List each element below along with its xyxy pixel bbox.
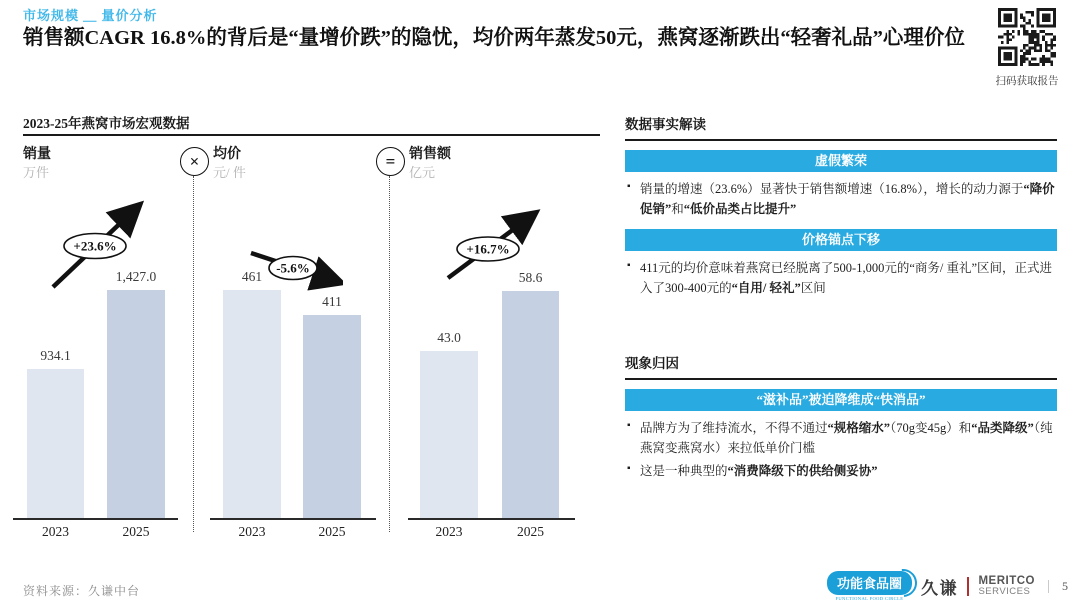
- bar-2023: [223, 290, 281, 518]
- qr-block: [992, 8, 1062, 88]
- metric-unit-volume: 万件: [23, 165, 50, 180]
- banner-false-prosperity: 虚假繁荣: [625, 150, 1057, 172]
- bar-2023: [420, 351, 478, 518]
- change-badge-price: -5.6%: [276, 260, 310, 276]
- bullet-text-bold: “自用/ 轻礼”: [731, 280, 801, 295]
- footer-logos: [827, 571, 1068, 601]
- panel-attribution: [625, 352, 1057, 483]
- bullet-text: 品牌方为了维持流水，不得不通过: [640, 421, 828, 435]
- bar-value-label: 934.1: [40, 348, 71, 363]
- bullet-text: 这是一种典型的: [640, 463, 728, 478]
- qr-code: [998, 8, 1056, 66]
- data-source: 资料来源：久谦中台: [23, 584, 141, 598]
- logo-meritco-line2: SERVICES: [978, 586, 1031, 598]
- bullet-item: [640, 258, 1057, 299]
- bar-value-label: 58.6: [518, 270, 543, 285]
- bullet-text: 区间: [800, 280, 826, 295]
- chart-section-rule: [23, 134, 600, 136]
- x-tick-2025: 2025: [318, 524, 346, 539]
- logo-badge-subtext: FUNCTIONAL FOOD CIRCLE: [835, 596, 904, 601]
- bar-value-label: 411: [322, 294, 342, 309]
- metric-unit-price: 元/ 件: [213, 165, 246, 180]
- bar-2025: [502, 291, 559, 518]
- bar-value-label: 461: [241, 269, 263, 284]
- equals-operator-icon: =: [376, 147, 405, 176]
- bullet-text: 销量的增速（23.6%）显著快于销售额增速（16.8%），增长的动力源于: [640, 182, 1024, 196]
- bullet-item: [640, 461, 1057, 481]
- divider-dotted-1: [193, 176, 194, 532]
- bullet-text-bold: “降价促销”: [640, 182, 1055, 217]
- logo-divider: [967, 577, 970, 596]
- divider-dotted-2: [389, 176, 390, 532]
- logo-functional-food-circle: [827, 571, 912, 601]
- bullet-text-bold: “品类降级”: [971, 421, 1034, 435]
- change-badge-volume: +23.6%: [73, 238, 117, 254]
- panel-heading: 现象归因: [625, 356, 679, 371]
- x-tick-2023: 2023: [42, 524, 69, 539]
- bullet-text-bold: “低价品类占比提升”: [683, 202, 797, 217]
- logo-jiuqian: 久谦: [920, 578, 958, 598]
- panel-data-facts: [625, 113, 1057, 300]
- bar-2025: [107, 290, 165, 518]
- section-eyebrow: 市场规模 ＿ 量价分析: [23, 8, 158, 23]
- banner-price-anchor: 价格锚点下移: [625, 229, 1057, 251]
- metric-label-price: 均价: [213, 147, 241, 162]
- trend-arrow-up-revenue: [438, 208, 543, 290]
- bullet-list: [625, 258, 1057, 299]
- x-tick-2025: 2025: [517, 524, 544, 539]
- x-tick-2025: 2025: [122, 524, 150, 539]
- x-tick-2023: 2023: [238, 524, 266, 539]
- bullet-text: （纯燕窝变燕窝水）来拉低单价门槛: [640, 421, 1053, 456]
- bullet-list: [625, 418, 1057, 481]
- qr-caption: 扫码获取报告: [995, 76, 1059, 87]
- metric-label-revenue: 销售额: [409, 147, 451, 162]
- metric-label-volume: 销量: [23, 147, 51, 162]
- page-number: 5: [1062, 578, 1068, 593]
- panel-rule: [625, 378, 1057, 380]
- bar-value-label: 43.0: [437, 330, 461, 345]
- bullet-text: 和: [671, 202, 684, 217]
- footer-separator: |: [1046, 577, 1050, 594]
- change-badge-revenue: +16.7%: [466, 241, 510, 257]
- bullet-text-bold: “规格缩水”: [827, 421, 891, 435]
- trend-arrow-up-volume: [45, 200, 150, 300]
- metric-unit-revenue: 亿元: [409, 165, 436, 180]
- banner-downgrade: “滋补品”被迫降维成“快消品”: [625, 389, 1057, 411]
- logo-meritco: [978, 575, 1035, 597]
- bar-value-label: 1,427.0: [115, 269, 157, 284]
- bullet-list: [625, 179, 1057, 220]
- bullet-text-bold: “消费降级下的供给侧妥协”: [727, 463, 878, 478]
- multiply-operator-icon: ×: [180, 147, 209, 176]
- logo-meritco-line1: MERITCO: [978, 574, 1035, 587]
- bar-2023: [27, 369, 84, 518]
- bullet-item: [640, 418, 1057, 459]
- trend-arrow-down-price: [243, 244, 343, 292]
- x-tick-2023: 2023: [435, 524, 463, 539]
- chart-section-title: 2023-25年燕窝市场宏观数据: [23, 116, 190, 131]
- bar-2025: [303, 315, 361, 518]
- panel-rule: [625, 139, 1057, 141]
- page-title: 销售额CAGR 16.8%的背后是“量增价跌”的隐忧，均价两年蒸发50元，燕窝逐渐跌出“轻奢礼品”心理价位: [23, 27, 965, 49]
- bullet-text: （70g变45g）和: [890, 421, 972, 435]
- bullet-item: [640, 179, 1057, 220]
- bullet-text: 411元的均价意味着燕窝已经脱离了500-1,000元的“商务/ 重礼”区间，正式进入了300-400元的: [640, 260, 1053, 295]
- logo-badge: 功能食品圈: [827, 571, 912, 595]
- panel-heading: 数据事实解读: [625, 117, 706, 132]
